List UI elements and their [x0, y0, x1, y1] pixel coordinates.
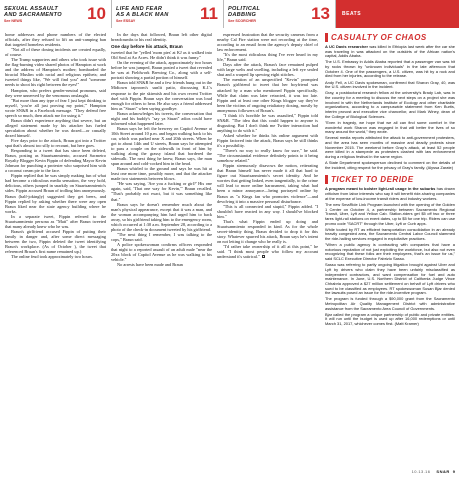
issue-date: 10.13.16: [411, 469, 431, 474]
article-paragraph: "But more than any type of fear I just kept thinking to myself, 'you're all just proving my point,'" Hampton wrote SN&R in a Facebook message. "They defend free speech so much, then attack me for using it.": [5, 97, 106, 118]
article-column-1: [5, 32, 106, 259]
nav-page-number: 11: [200, 4, 218, 23]
nav-kicker: LIFE AND FEAR: [116, 5, 163, 12]
section-brand-label: BEATS: [342, 11, 362, 17]
article-paragraph: Braun didn't experience anything that severe, but an alleged statement made by his attacker has fueled speculation about whether he was doxed—or casually doxed himself.: [5, 117, 106, 138]
article-paragraph: Hampton, who prefers gender-neutral pronouns, said they were unnerved by the venomous onslaught.: [5, 87, 106, 98]
article-paragraph: Days after the attack, Braun's face remained pulped with large welts and swelling, including a left eye sealed shut and a warped lip spewing eight stitches.: [217, 62, 318, 78]
nav-item-essay[interactable]: [112, 0, 224, 28]
nav-section: See SCORCHER: [228, 18, 256, 23]
article-paragraph: Braun says he left the brewery on Capitol Avenue at 10th Street around 10 p.m. and began walking back to his car, which was parked near X and 20th streets. When he got to about 14th and U streets, Braun says he attempted to pass a couple on the sidewalk in front of him by walking along the grassy island that bordered the sidewalk. The next thing he knew, Braun says, the man spun around and cold-cocked him in the head.: [111, 125, 212, 167]
article-paragraph: Responding to a tweet that has since been deleted, Braun, posting as Stuartsanmiento, accused Sacmetro Royalty Blogger Kevin Fippin of defending Mayor Kevin Johnson for punching a protester who surprised him with a coconut cream pie to the face.: [5, 148, 106, 174]
article-column-2: [111, 32, 212, 267]
sidebar-paragraph: The U.S. Embassy in Addis Ababa reported that a passenger van was hit by rocks thrown by "unknown individuals" in the late afternoon that October 4. One of the passengers, a U.S. citizen, was hit by a rock and died from her injuries, according to the release.: [325, 59, 455, 79]
sidebar-paragraph: The program is funded through a $90,000 grant from the Sacramento Metropolitan Air Quality Management District with administrative assistance from the Sacramento Area Council of Governments.: [325, 296, 455, 311]
nav-item-text: [112, 6, 192, 23]
sidebar-paragraph: A State Department spokesperson declined to comment on the details of the incident, citing respect for the privacy of Gray's family. (Alyssa Zarate): [325, 160, 455, 170]
article-paragraph: tweeted that he "yelled 'mom pies' at KJ as it walked into Old Soul at Ao Acres. He didn't think it was funny.": [111, 50, 212, 61]
article-subhead: One day before his attack, Braun: [111, 44, 183, 50]
article-paragraph: "I think it's horrible he was assaulted," Fippin told SN&R. "The idea that this could happen to anyone is disgusting. But I don't think me Twitter interaction had anything to do with it.": [217, 112, 318, 133]
heading-accent-bar: [325, 175, 328, 184]
page-footer: [325, 469, 455, 474]
sidebar-paragraph: "Even in tragedy, we hope that we all can find some comfort in the wonderful work Sharon was engaged in that will better the lives of so many around the world," they wrote.: [325, 119, 455, 135]
article-paragraph: No arrests have been made and Braun: [117, 262, 183, 268]
sidebar-title: TICKET TO DERIDE: [331, 175, 414, 185]
nav-item-news[interactable]: [0, 0, 112, 28]
article-paragraph: Braun's girlfriend accused Fippin of putting their family in danger and, after some direct messaging between the two, Fippin deleted the tweet identifying Braun's workplace. (As of October ), the tweet that referenced Braun's first name remained up.): [5, 228, 106, 255]
sidebar-paragraph: Gray, a postdoctoral research fellow at the university's Brady Lab, was in the country for a meeting to discuss the next steps on a project she was involved in with the Netherlands Institute of Ecology and other charitable organizations, according to a campuswide statement from Ken Burtis, interim provost and executive vice chancellor, and Mark Winey, dean of the College of Biological Sciences.: [325, 90, 455, 119]
sidebar-paragraph: A UC Davis researcher was killed in Ethiopia last week after the car she was traveling in was attacked on the outskirts of the African nation's capital, Addis Ababa.: [325, 44, 455, 59]
heading-accent-bar: [325, 33, 328, 42]
nav-kicker: SEXUAL ASSAULT: [4, 5, 59, 12]
section-brand-beats: [336, 0, 459, 28]
nav-section: See NEWS: [4, 18, 23, 23]
sidebar-story-1: [325, 45, 455, 170]
article-column-3: [217, 32, 318, 259]
article-paragraph: Braun says he doesn't remember much about the man's physical appearance, except that it was a man, and the woman accompanying him had urged him to back away, so his girlfriend taking him to the emergency room, which occurred at 1:30 a.m. September 28, according to a photo of the check-in document tweeted by his girlfriend.: [111, 201, 212, 232]
article-paragraph: "This is all connected and stupid," Fippin added. "I shouldn't have reacted in any way. I should've blocked him.": [217, 203, 318, 219]
nav-item-text: [224, 6, 304, 23]
article-paragraph: The mention of an unspecified "Kevin" prompted Braun's girlfriend to tweet that her boyfriend was attacked by a man who mentioned Fippin specifically. While that claim was later retracted, it was too late. Fippin and at least one other Kings blogger say they've been the victims of ongoing retaliatory doxing, mostly by anonymous followers of Braun's.: [217, 77, 318, 113]
nav-kicker: POLITICAL: [228, 5, 261, 12]
sidebar-title: CASUALTY OF CHAOS: [331, 33, 427, 42]
article-paragraph: The Trump supporters and others who took issue with the flag-burning video shared photos of Hampton at work and the address of Hampton's mother; bombarded the biracial Muslim with racial and religious epithets; and tweeted things like, "We will find you" and "someone needs to shoot his right between the eyes!": [5, 57, 106, 88]
nav-item-scorcher[interactable]: [224, 0, 336, 28]
article-paragraph: "It's the most ridiculous thing I've ever heard in my life," Braun said.: [217, 52, 318, 63]
article-paragraph: A police spokeswoman confirms officers responded that night to a reported assault of an adult male "near the 20xx block of Capitol Avenue as he was walking to his vehicle.": [111, 241, 212, 263]
article-paragraph: In the days that followed, Braun left other digital breadcrumbs to his real identity.: [111, 32, 212, 43]
article-paragraph: Five days prior to the attack, Braun got into a Twitter spat that's almost too silly to recount, but here goes.: [5, 137, 106, 149]
article-paragraph: Braun told SN&R he and a few friends hung out in the Midtown taproom's sunlit patio, discussing K.J.'s response to the pie skirmish and his own recent Twitter duel with Fippin. Braun says the conversation was loud enough for others to hear. He also says a friend addressed him as "Stuart" when saying goodbye.: [111, 80, 212, 111]
nav-kicker-line2: AND SACRAMENTO: [4, 11, 62, 18]
article-paragraph: "The next thing I remember, I was talking to the cops," Braun said.: [111, 231, 212, 242]
nav-kicker-line2: DABBING: [228, 11, 257, 18]
nav-kicker-line2: AS A BLACK MAN: [116, 11, 169, 18]
lead-in-bold: A UC Davis researcher: [325, 44, 370, 49]
sidebar-heading: [325, 174, 455, 185]
article-paragraph: On the evening of the attack, approximately two hours before he was jumped, Braun posted a tweet that revealed he was at Fieldwork Brewing Co., along with a self-portrait showing a partial portion of himself.: [111, 60, 212, 81]
nav-section: See ESSAY: [116, 18, 136, 23]
sidebar-paragraph: Bjar called the program a unique partnership of public and private entities. It will run until the budget is used up after 16,000 redemptions or until March 31, 2017, whichever comes first. (Matt Kramer): [325, 311, 455, 327]
article-paragraph: "I'd rather take ownership of it all at this point," he said. "I think most people who follow my account understand it's satirical.": [217, 243, 318, 260]
sidebar-paragraph: "When a public agency is contracting with companies that have a notorious reputation of not just exploiting the workforce, but also not even recognizing that these folks are their employees, that's an issue for us," said SCLC Executive Director Fabrizio Sasso.: [325, 242, 455, 262]
beats-sidebar: [325, 32, 455, 328]
sidebar-paragraph: While touted by RT as efficient transportation consolidation in an already heavily congested area, the Sacramento Central Labor Council slammed the ride-hailing services engaged in exploitative practices.: [325, 226, 455, 241]
sidebar-paragraph: Several media reports attributed the attack to anti-government protesters, and the area has seen months of massive and deadly protests since November 2015. The weekend before Gray's attack, at least 52 people were killed in a stampede as protesters clashed with law enforcement during a religious festival in the same region.: [325, 135, 455, 159]
sidebar-paragraph: The new SmaRide Link Program launched with the opening of the Golden 1 Center on October 4, a partnership between Sacramento Regional Transit, Uber, Lyft and Yellow Cab. Station-riders get $5 off two or three fares light-rail stations on event dates, up to $5 for one trip. Riders can use promo code "SACRT" through the Uber, Lyft or Curb apps.: [325, 201, 456, 226]
end-of-story-icon: [262, 255, 265, 258]
article-paragraph: "There's no way to really know for sure," he said. "The circumstantial evidence definitely points to it being somehow related.": [217, 148, 318, 164]
article-paragraph: Braun acknowledges his tweets, the conversation that night and his buddy's "say ya Stuart" adios could have informed what happened later.: [111, 110, 212, 126]
page-number: 9: [452, 469, 455, 474]
publication-logo: SN&R: [436, 469, 450, 474]
article-paragraph: "Not all of these doxing incidents are created equally, of course.: [5, 47, 106, 58]
nav-page-number: 13: [311, 4, 330, 23]
sidebar-paragraph: A program meant to bolster light-rail usage in the suburbs has drawn criticism from labor interests who say it will benefit ride-sharing companies at the expense of low-income transit riders and industry workers.: [325, 186, 455, 201]
article-paragraph: home addresses and phone numbers of the elected officials, after they refused to lift an anti-camping ban that targeted homeless residents.: [5, 32, 106, 48]
nav-page-number: 10: [87, 4, 106, 23]
article-paragraph: The online feud took approximately two hours.: [11, 254, 93, 260]
section-nav-bar: [0, 0, 459, 28]
article-paragraph: Asked whether he thinks his online argument with Fippin factored into the attack, Braun says he still thinks it's a possibility.: [217, 132, 318, 149]
sidebar-heading: [325, 32, 455, 43]
article-paragraph: Fippin strenuously disavows the notion, reiterating that Braun himself has never made it all that hard to figure out Stuartsanmiento's secret identity. And he worries that getting linked, even tangentially, to the crime will lead to more online harassment, taking what had been a minor annoyance—being portrayed online by Braun as "a Kings fan who promotes violence"—and devolving it into a massive personal disturbance.: [217, 163, 318, 204]
article-paragraph: Braun whirled to the ground and says he was hit at least one more time, possibly more, and that the attacker made two statements between blows.: [111, 166, 212, 182]
lead-in-bold: A program meant to bolster light-rail usage in the suburbs: [325, 186, 437, 192]
article-paragraph: That's what Fippin ended up doing and Stuartsanmiento responded in kind. As for the whole secret-identity thing, Braun decided to drop it for this story. Whatever spurred his attack, Braun says he's intent on not letting it change who he really is.: [217, 218, 318, 244]
article-paragraph: In a separate tweet, Fippin referred to the Stuartsanmiento persona as "Matt" after Braun tweeted that many already knew who he was.: [5, 213, 106, 229]
article-paragraph: Fippin replied that he was simply making fun of what had become a ridiculous media sensation, the very bold, delicious, others jumped in snarkily on Stuartsanmiento's sides. Fippin accused Braun of trolling him anonymously. Braun (half-jokingly) suggested they get beers, and Fippin replied by asking whether there were any open Braun liked near the state agency building where he works.: [5, 173, 106, 214]
sidebar-story-2: [325, 187, 455, 326]
sidebar-paragraph: Sasso was referring to partly ongoing litigation brought against Uber and Lyft by drivers who claim they have been unfairly misclassified as independent contractors, and want compensation for fuel and auto maintenance. In June, U.S. Northern District of California Judge Vince Chhabria approved a $27 million settlement on behalf of Lyft drivers who sued to be classified as employees. RT spokeswoman Susan Bjar denied the lawsuits posed an issue for the ride-incentive program.: [325, 262, 455, 296]
article-paragraph: "He was saying, 'Are you a fucking or girl?' His one again, said, 'That one way for Kevin,'" Braun recalled. "That's probably not exact, but it was something like that.": [111, 181, 212, 202]
sidebar-paragraph: Andy Fell, a UC Davis spokesman, confirmed that Sharon Gray, 40, was the U.S. citizen involved in the incident.: [325, 79, 455, 90]
article-paragraph: expressed frustration that the security cameras from a nearby Cal Fire station were not recording at the time, according to an email from the agency's deputy chief of law enforcement.: [217, 32, 318, 53]
nav-item-text: [0, 6, 80, 23]
